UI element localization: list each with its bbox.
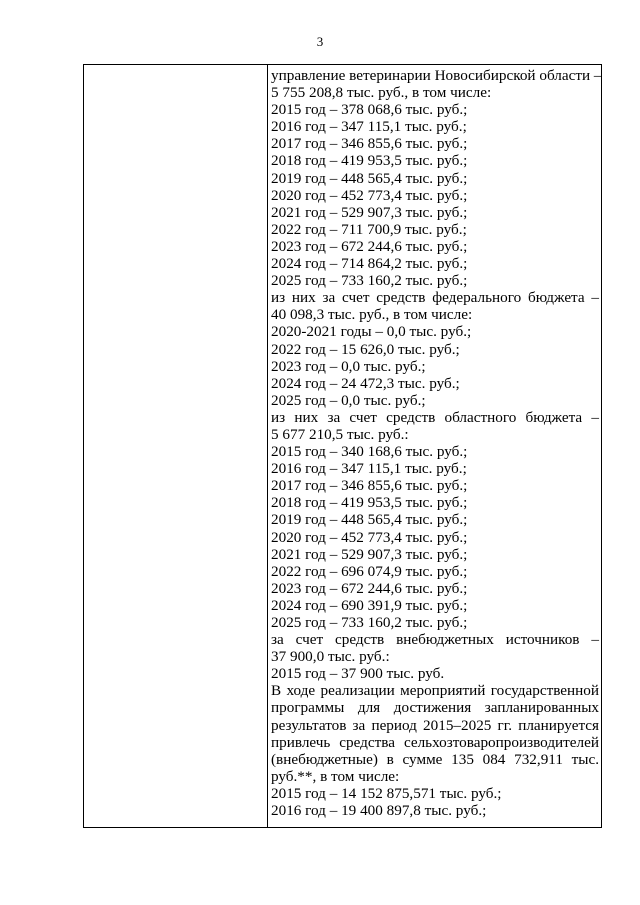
text-line: программы для достижения запланированных <box>271 699 599 717</box>
text-line: 40 098,3 тыс. руб., в том числе: <box>271 306 473 324</box>
text-line: 2021 год – 529 907,3 тыс. руб.; <box>271 203 468 221</box>
text-line: 2023 год – 672 244,6 тыс. руб.; <box>271 237 468 255</box>
text-line: из них за счет средств федерального бюджета – <box>271 289 599 307</box>
text-line: привлечь средства сельхозтоваропроизводителей <box>271 733 599 751</box>
text-line: 2024 год – 24 472,3 тыс. руб.; <box>271 374 460 392</box>
text-line: 2020 год – 452 773,4 тыс. руб.; <box>271 186 468 204</box>
text-line: из них за счет средств областного бюджета – <box>271 408 599 426</box>
text-line: 5 677 210,5 тыс. руб.: <box>271 425 409 443</box>
text-line: 2025 год – 733 160,2 тыс. руб.; <box>271 272 468 290</box>
text-line: 2025 год – 733 160,2 тыс. руб.; <box>271 614 468 631</box>
table-left-cell <box>84 65 268 827</box>
text-line: руб.**, в том числе: <box>271 767 400 785</box>
text-line: (внебюджетные) в сумме 135 084 732,911 тыс. <box>271 750 599 768</box>
text-line: 2019 год – 448 565,4 тыс. руб.; <box>271 169 468 187</box>
text-line: за счет средств внебюджетных источников – <box>271 631 599 649</box>
text-line: 2015 год – 37 900 тыс. руб. <box>271 665 445 683</box>
text-line: 2016 год – 347 115,1 тыс. руб.; <box>271 460 467 478</box>
text-line: В ходе реализации мероприятий государственной <box>271 682 599 700</box>
table-right-cell <box>271 67 602 820</box>
text-line: 2022 год – 696 074,9 тыс. руб.; <box>271 562 468 580</box>
document-table <box>83 64 602 828</box>
text-line: 2017 год – 346 855,6 тыс. руб.; <box>271 477 468 495</box>
text-line: 37 900,0 тыс. руб.: <box>271 648 390 666</box>
text-line: 2021 год – 529 907,3 тыс. руб.; <box>271 545 468 563</box>
text-line: 2022 год – 711 700,9 тыс. руб.; <box>271 220 467 238</box>
text-line: 2020-2021 годы – 0,0 тыс. руб.; <box>271 323 472 341</box>
text-line: управление ветеринарии Новосибирской области – <box>271 67 602 84</box>
text-line: 2023 год – 0,0 тыс. руб.; <box>271 357 426 375</box>
text-line: 2015 год – 378 068,6 тыс. руб.; <box>271 101 468 119</box>
text-line: результатов за период 2015–2025 гг. планируется <box>271 716 599 734</box>
text-line: 2016 год – 19 400 897,8 тыс. руб.; <box>271 802 487 820</box>
text-line: 2024 год – 690 391,9 тыс. руб.; <box>271 596 468 614</box>
text-line: 5 755 208,8 тыс. руб., в том числе: <box>271 84 492 102</box>
page-number: 3 <box>316 34 324 49</box>
text-line: 2020 год – 452 773,4 тыс. руб.; <box>271 528 468 546</box>
text-line: 2022 год – 15 626,0 тыс. руб.; <box>271 340 460 358</box>
text-line: 2023 год – 672 244,6 тыс. руб.; <box>271 579 468 597</box>
text-line: 2025 год – 0,0 тыс. руб.; <box>271 391 426 409</box>
text-line: 2016 год – 347 115,1 тыс. руб.; <box>271 118 467 136</box>
text-line: 2017 год – 346 855,6 тыс. руб.; <box>271 135 468 153</box>
text-line: 2024 год – 714 864,2 тыс. руб.; <box>271 255 468 273</box>
text-line: 2018 год – 419 953,5 тыс. руб.; <box>271 152 468 170</box>
text-line: 2018 год – 419 953,5 тыс. руб.; <box>271 494 468 512</box>
text-line: 2015 год – 14 152 875,571 тыс. руб.; <box>271 784 502 802</box>
text-line: 2015 год – 340 168,6 тыс. руб.; <box>271 443 468 461</box>
text-line: 2019 год – 448 565,4 тыс. руб.; <box>271 511 468 529</box>
